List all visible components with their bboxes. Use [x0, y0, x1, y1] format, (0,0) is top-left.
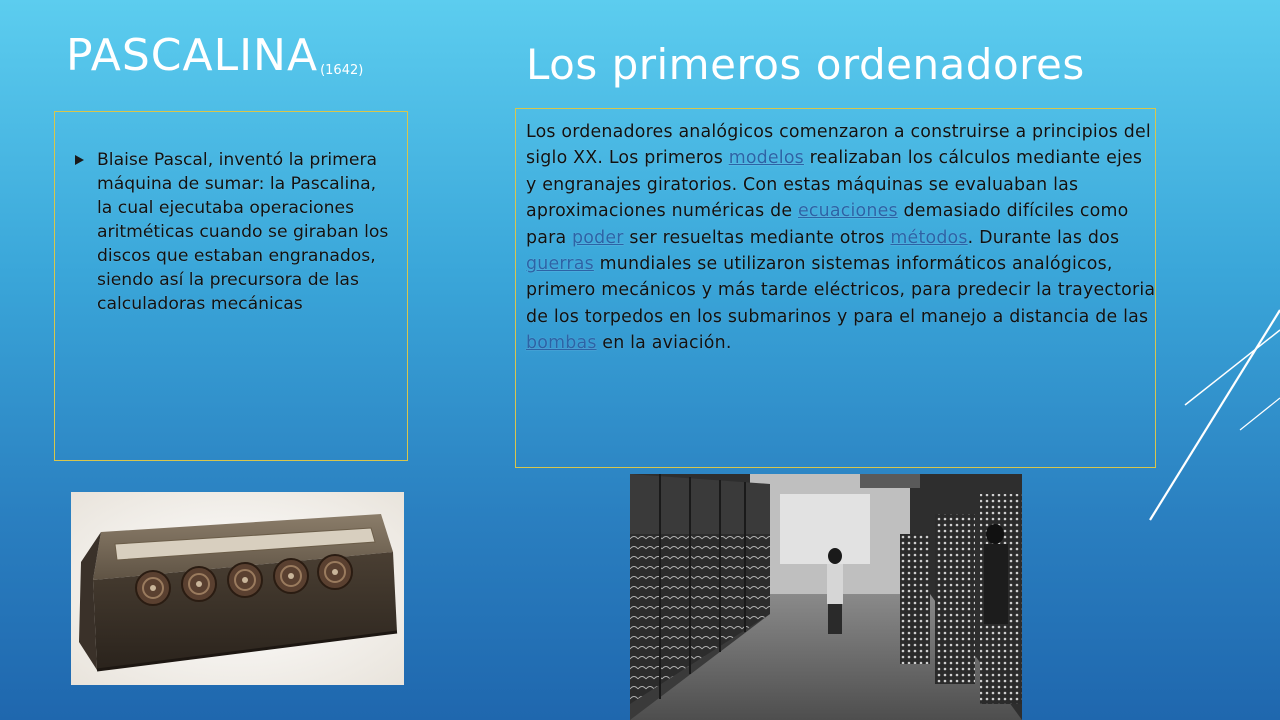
title-year: (1642) [320, 63, 364, 78]
pascalina-text-box [54, 111, 408, 461]
ordenadores-paragraph [526, 119, 1156, 357]
paragraph-text: mundiales se utilizaron sistemas informáticos analógicos, primero mecánicos y más tarde eléctricos, para predecir la trayectoria de los torpedos en los submarinos y para el manejo a distancia de las [526, 254, 1156, 327]
slide-title-pascalina [66, 30, 364, 81]
link-ecuaciones[interactable]: ecuaciones [797, 201, 898, 222]
paragraph-text: en la aviación. [596, 333, 732, 354]
paragraph-text: Los ordenadores analógicos comenzaron a construirse a principios del siglo XX. Los primeros [526, 122, 1151, 169]
link-poder[interactable]: poder [572, 227, 624, 248]
paragraph-text: realizaban los cálculos mediante ejes y engranajes giratorios. Con estas máquinas se evaluaban las aproximaciones numéricas de [526, 148, 1143, 222]
paragraph-text: . Durante las dos [967, 227, 1120, 248]
link-guerras[interactable]: guerras [526, 254, 594, 275]
bullet-text: Blaise Pascal, inventó la primera máquina de sumar: la Pascalina, la cual ejecutaba operaciones aritméticas cuando se giraban los discos que estaban engranados, siendo así la precursora de las calculadoras mecánicas [97, 150, 389, 314]
ordenadores-text-box [515, 108, 1156, 468]
title-text: PASCALINA [66, 30, 319, 81]
bullet-item [75, 148, 393, 316]
triangle-bullet-icon [75, 148, 97, 316]
paragraph-text: ser resueltas mediante otros [623, 227, 891, 248]
link-metodos[interactable]: métodos [890, 227, 968, 248]
link-modelos[interactable]: modelos [728, 148, 804, 169]
paragraph-text: demasiado difíciles como para [526, 201, 1129, 248]
slide-title-ordenadores: Los primeros ordenadores [526, 40, 1085, 89]
eniac-computer-room-photo [630, 474, 1022, 720]
link-bombas[interactable]: bombas [526, 333, 597, 354]
pascaline-machine-photo [71, 492, 404, 685]
